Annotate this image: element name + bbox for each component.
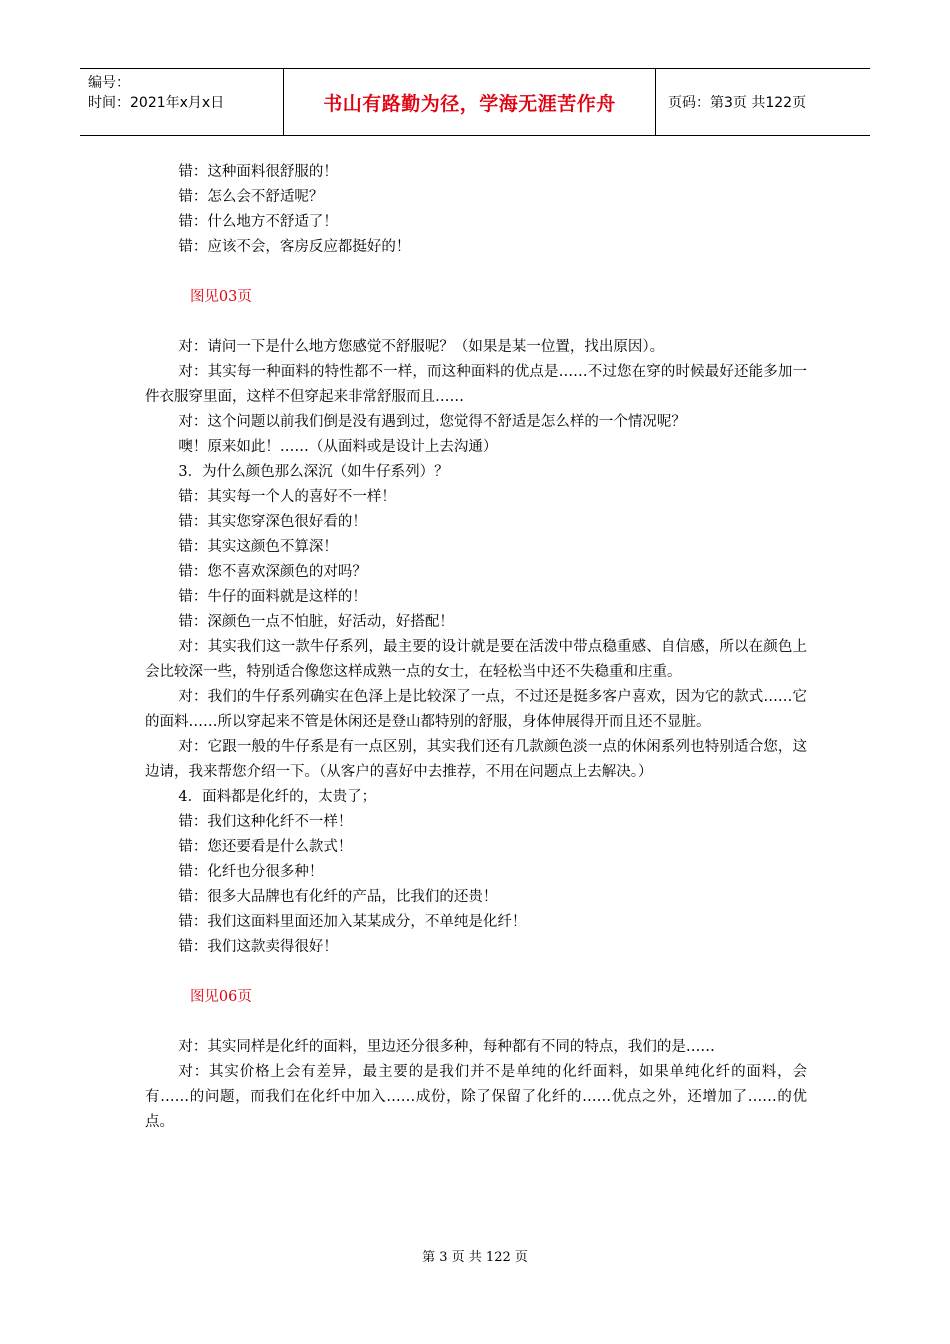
paragraph-spacer [145,960,807,985]
body-paragraph: 对：其实价格上会有差异，最主要的是我们并不是单纯的化纤面料，如果单纯化纤的面料，会有……的问题，而我们在化纤中加入……成份，除了保留了化纤的……优点之外，还增加了……的优点。 [145,1064,807,1130]
header-motto-cell [283,69,656,135]
body-paragraph: 对：其实同样是化纤的面料，里边还分很多种，每种都有不同的特点，我们的是…… [178,1039,715,1055]
body-paragraph: 错：怎么会不舒适呢？ [178,189,324,205]
figure-reference: 图见06页 [189,989,252,1005]
paragraph-spacer [145,310,807,335]
body-paragraph: 对：请问一下是什么地方您感觉不舒服呢？（如果是某一位置，找出原因）。 [178,339,665,355]
body-paragraph: 噢！原来如此！……（从面料或是设计上去沟通） [178,439,498,455]
header-meta [80,69,283,135]
body-paragraph: 错：其实您穿深色很好看的！ [178,514,367,530]
header-page-code: 页码：第3页 共122页 [668,95,807,111]
body-paragraph: 错：很多大品牌也有化纤的产品，比我们的还贵！ [178,889,498,905]
document-body [145,160,807,1135]
body-paragraph: 对：其实我们这一款牛仔系列，最主要的设计就是要在活泼中带点稳重感、自信感，所以在颜色上会比较深一些，特别适合像您这样成熟一点的女士，在轻松当中还不失稳重和庄重。 [145,639,807,680]
figure-reference: 图见03页 [189,289,252,305]
document-number-label: 编号： [88,75,130,91]
document-date: 时间：2021年x月x日 [88,95,225,111]
body-paragraph: 错：牛仔的面料就是这样的！ [178,589,367,605]
body-paragraph: 错：其实每一个人的喜好不一样！ [178,489,396,505]
paragraph-spacer [145,1010,807,1035]
body-paragraph: 对：其实每一种面料的特性都不一样，而这种面料的优点是……不过您在穿的时候最好还能多加一件衣服穿里面，这样不但穿起来非常舒服而且…… [145,364,807,405]
body-paragraph: 错：这种面料很舒服的！ [178,164,338,180]
body-paragraph: 错：其实这颜色不算深！ [178,539,338,555]
body-paragraph: 错：我们这种化纤不一样！ [178,814,353,830]
page-header [80,68,870,136]
body-paragraph: 错：深颜色一点不怕脏，好活动，好搭配！ [178,614,454,630]
body-paragraph: 对：这个问题以前我们倒是没有遇到过，您觉得不舒适是怎么样的一个情况呢？ [178,414,686,430]
body-paragraph: 4．面料都是化纤的，太贵了； [178,789,377,805]
body-paragraph: 错：什么地方不舒适了！ [178,214,338,230]
body-paragraph: 错：化纤也分很多种！ [178,864,324,880]
body-paragraph: 3．为什么颜色那么深沉（如牛仔系列）？ [178,464,449,480]
body-paragraph: 错：应该不会，客房反应都挺好的！ [178,239,411,255]
header-page-code-cell [656,69,870,135]
page-footer: 第 3 页 共 122 页 [422,1250,528,1265]
body-paragraph: 对：它跟一般的牛仔系是有一点区别，其实我们还有几款颜色淡一点的休闲系列也特别适合您，这边请，我来帮您介绍一下。（从客户的喜好中去推荐，不用在问题点上去解决。） [145,739,807,780]
body-paragraph: 错：我们这面料里面还加入某某成分，不单纯是化纤！ [178,914,527,930]
body-paragraph: 错：您还要看是什么款式！ [178,839,353,855]
body-paragraph: 错：我们这款卖得很好！ [178,939,338,955]
paragraph-spacer [145,260,807,285]
body-paragraph: 错：您不喜欢深颜色的对吗？ [178,564,367,580]
body-paragraph: 对：我们的牛仔系列确实在色泽上是比较深了一点，不过还是挺多客户喜欢，因为它的款式……它的面料……所以穿起来不管是休闲还是登山都特别的舒服，身体伸展得开而且还不显脏。 [145,689,807,730]
header-motto: 书山有路勤为径，学海无涯苦作舟 [323,92,616,115]
